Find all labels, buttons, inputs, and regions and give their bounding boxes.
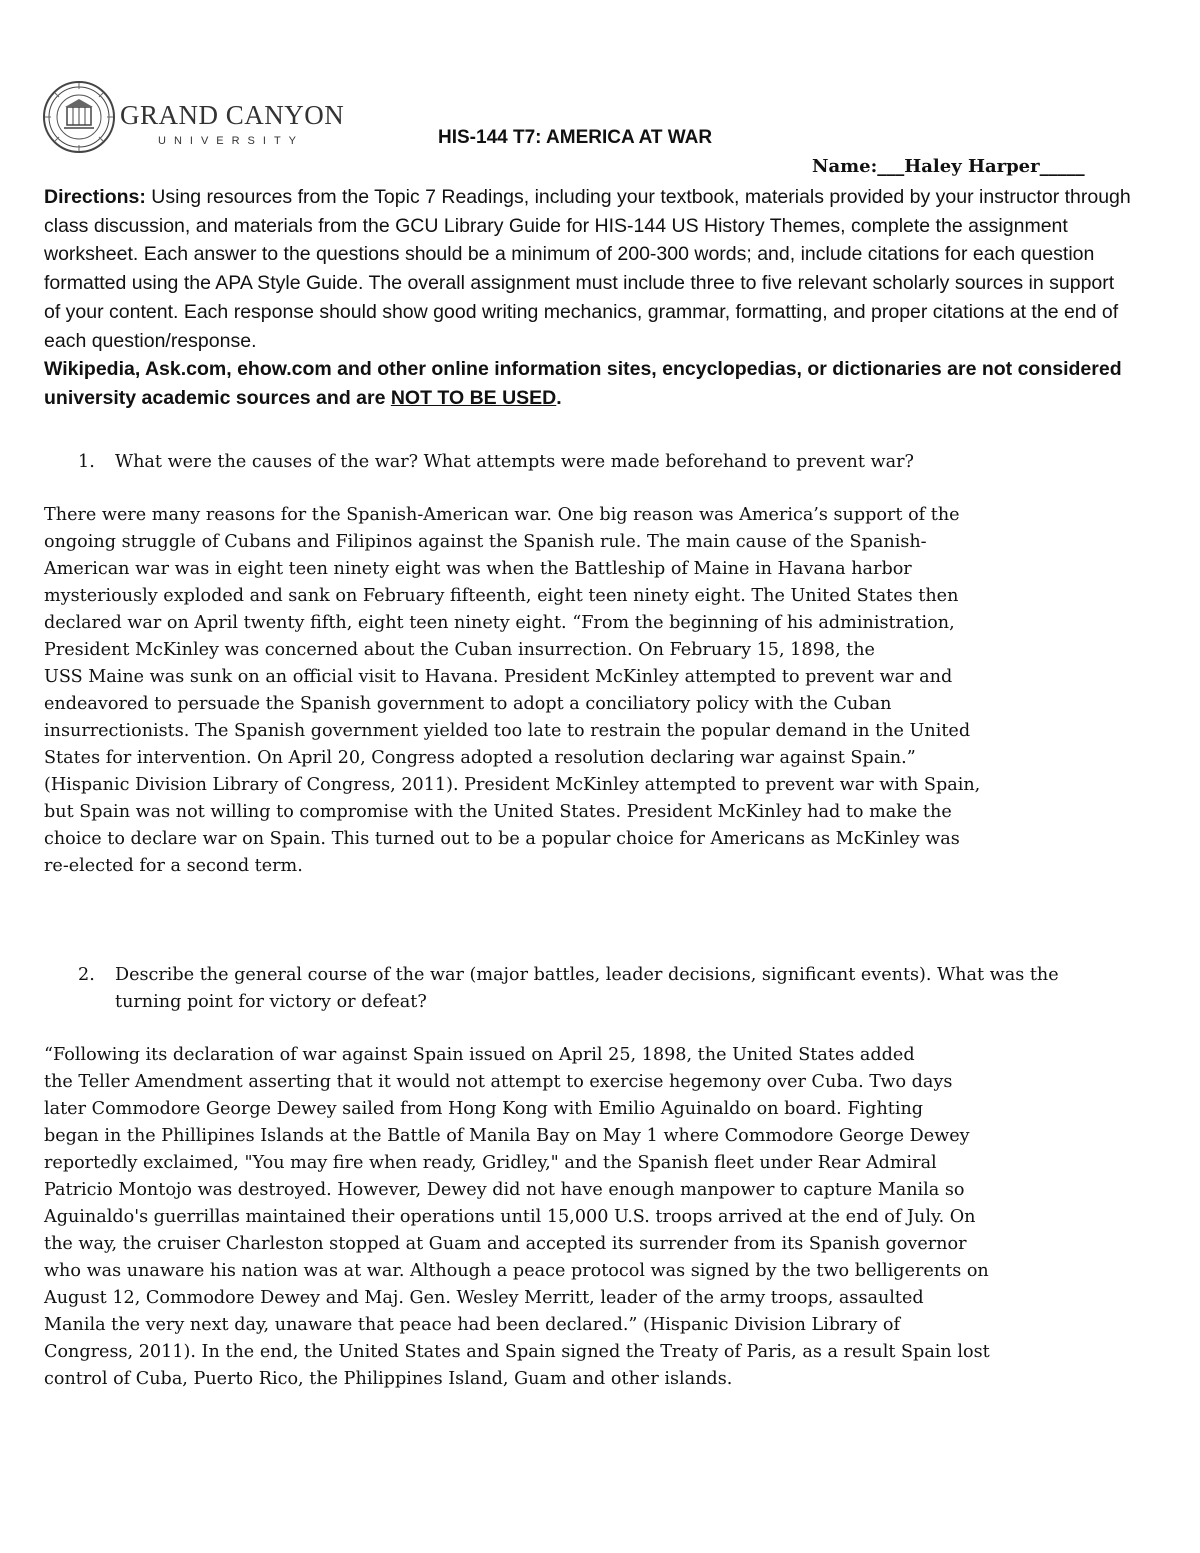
question-text: What were the causes of the war? What attempts were made beforehand to prevent war? — [115, 452, 914, 472]
answer-1 — [44, 502, 1124, 880]
answer-line: re-elected for a second term. — [44, 856, 303, 876]
answer-line: Congress, 2011). In the end, the United States and Spain signed the Treaty of Paris, as a result Spain lost — [44, 1342, 990, 1362]
student-name-line: Name:___Haley Harper_____ — [812, 156, 1085, 177]
answer-line: insurrectionists. The Spanish government yielded too late to restrain the popular demand in the United — [44, 721, 971, 741]
answer-line: the Teller Amendment asserting that it would not attempt to exercise hegemony over Cuba. Two days — [44, 1072, 953, 1092]
answer-line: reportedly exclaimed, "You may fire when ready, Gridley," and the Spanish fleet under Rear Admiral — [44, 1153, 937, 1173]
answer-line: began in the Phillipines Islands at the Battle of Manila Bay on May 1 where Commodore George Dewey — [44, 1126, 970, 1146]
answer-line: ongoing struggle of Cubans and Filipinos against the Spanish rule. The main cause of the Spanish- — [44, 532, 927, 552]
university-seal-icon — [42, 80, 116, 154]
question-number: 2. — [78, 965, 95, 985]
answer-line: declared war on April twenty fifth, eight teen ninety eight. “From the beginning of his administration, — [44, 613, 955, 633]
answer-line: USS Maine was sunk on an official visit to Havana. President McKinley attempted to prevent war and — [44, 667, 953, 687]
directions-text: Using resources from the Topic 7 Readings, including your textbook, materials provided by your instructor through class discussion, and materials from the GCU Library Guide for HIS-144 US History Themes, complete the assignment worksheet. Each answer to the questions should be a minimum of 200-300 words; and, include citations for each question formatted using the APA Style Guide. The overall assignment must include three to five relevant scholarly sources in support of your content. Each response should show good writing mechanics, grammar, formatting, and proper citations at the end of each question/response. — [44, 186, 1131, 352]
answer-line: who was unaware his nation was at war. Although a peace protocol was signed by the two belligerents on — [44, 1261, 989, 1281]
logo-wordmark: GRAND CANYON — [120, 100, 345, 130]
answer-line: “Following its declaration of war against Spain issued on April 25, 1898, the United States added — [44, 1045, 915, 1065]
answer-2 — [44, 1042, 1124, 1393]
answer-line: President McKinley was concerned about the Cuban insurrection. On February 15, 1898, the — [44, 640, 875, 660]
question-1 — [78, 449, 1118, 476]
answer-line: There were many reasons for the Spanish-American war. One big reason was America’s support of the — [44, 505, 960, 525]
answer-line: Aguinaldo's guerrillas maintained their operations until 15,000 U.S. troops arrived at the end of July. On — [44, 1207, 976, 1227]
answer-line: American war was in eight teen ninety eight was when the Battleship of Maine in Havana harbor — [44, 559, 912, 579]
answer-line: choice to declare war on Spain. This turned out to be a popular choice for Americans as McKinley was — [44, 829, 960, 849]
document-title: HIS-144 T7: AMERICA AT WAR — [438, 127, 713, 148]
question-number: 1. — [78, 452, 95, 472]
sources-warning-end: . — [556, 386, 562, 409]
answer-line: mysteriously exploded and sank on February fifteenth, eight teen ninety eight. The United States then — [44, 586, 959, 606]
answer-line: later Commodore George Dewey sailed from Hong Kong with Emilio Aguinaldo on board. Fighting — [44, 1099, 924, 1119]
question-text: Describe the general course of the war (major battles, leader decisions, significant events). What was the turning point for victory or defeat? — [115, 965, 1059, 1012]
answer-line: States for intervention. On April 20, Congress adopted a resolution declaring war against Spain.” — [44, 748, 916, 768]
sources-warning-text: Wikipedia, Ask.com, ehow.com and other online information sites, encyclopedias, or dictionaries are not considered university academic sources and are — [44, 358, 1122, 409]
answer-line: August 12, Commodore Dewey and Maj. Gen. Wesley Merritt, leader of the army troops, assaulted — [44, 1288, 924, 1308]
answer-line: the way, the cruiser Charleston stopped at Guam and accepted its surrender from its Spanish governor — [44, 1234, 967, 1254]
answer-line: but Spain was not willing to compromise with the United States. President McKinley had to make the — [44, 802, 952, 822]
answer-line: Manila the very next day, unaware that peace had been declared.” (Hispanic Division Library of — [44, 1315, 901, 1335]
not-to-be-used-text: NOT TO BE USED — [390, 386, 557, 409]
directions-paragraph — [44, 183, 1134, 413]
question-2 — [78, 962, 1118, 1016]
answer-line: control of Cuba, Puerto Rico, the Philippines Island, Guam and other islands. — [44, 1369, 733, 1389]
sources-warning — [44, 358, 1122, 409]
answer-line: Patricio Montojo was destroyed. However, Dewey did not have enough manpower to capture Manila so — [44, 1180, 965, 1200]
answer-line: endeavored to persuade the Spanish government to adopt a conciliatory policy with the Cuban — [44, 694, 892, 714]
answer-line: (Hispanic Division Library of Congress, 2011). President McKinley attempted to prevent war with Spain, — [44, 775, 981, 795]
logo-subtitle: UNIVERSITY — [158, 135, 305, 147]
directions-label: Directions: — [44, 186, 146, 208]
university-logo — [42, 80, 352, 154]
